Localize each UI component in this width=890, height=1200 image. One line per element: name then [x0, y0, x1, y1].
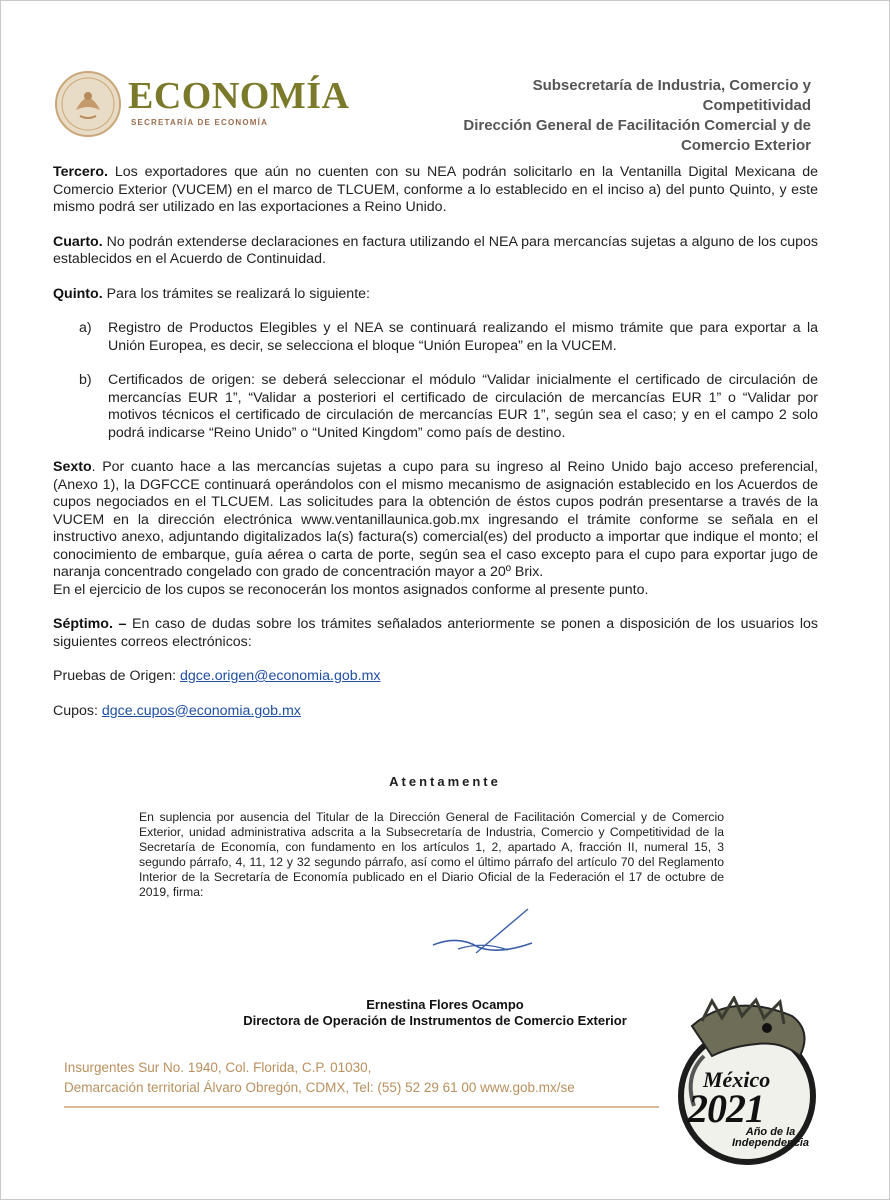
paragraph-sexto-continued: En el ejercicio de los cupos se reconocerán los montos asignados conforme al presente punto.	[53, 581, 649, 598]
emblem-caption	[732, 1127, 809, 1149]
list-item	[53, 372, 818, 442]
email-link-cupos[interactable]: dgce.cupos@economia.gob.mx	[101, 702, 301, 719]
signer-title: Directora de Operación de Instrumentos de Comercio Exterior	[243, 1013, 627, 1028]
list-item-text: Registro de Productos Elegibles y el NEA se continuará realizando el mismo trámite que para exportar a la Unión Europea, es decir, se selecciona el bloque “Unión Europea” en la VUCEM.	[108, 320, 818, 354]
paragraph-text: . Por cuanto hace a las mercancías sujetas a cupo para su ingreso al Reino Unido bajo acceso preferencial, (Anexo 1), la DGFCCE continuará operándolos con el mismo mecanismo de asignación establecido en los Acuerdos de cupos negociados en el TLCUEM. Las solicitudes para la obtención de éstos cupos podrán presentarse a través de la VUCEM en la dirección electrónica www.ventanillaunica.gob.mx ingresando el trámite conforme se señala en el instructivo anexo, adjuntando digitalizados la(s) factura(s) comercial(es) del producto a importar que indique el monto; el conocimiento de embarque, guía aérea o carta de porte, según sea el caso excepto para el cupo para exportar jugo de naranja concentrado congelado con grado de concentración mayor a 20º Brix.	[53, 459, 818, 580]
section-label: Cuarto.	[53, 233, 103, 250]
economia-logo-subtitle: SECRETARÍA DE ECONOMÍA	[131, 118, 269, 127]
paragraph-text: No podrán extenderse declaraciones en factura utilizando el NEA para mercancías sujetas a alguno de los cupos establecidos en el Acuerdo de Continuidad.	[53, 233, 818, 267]
emblem-year: 2021	[688, 1086, 764, 1131]
paragraph-text: Los exportadores que aún no cuenten con su NEA podrán solicitarlo en la Ventanilla Digital Mexicana de Comercio Exterior (VUCEM) en el marco de TLCUEM, conforme a lo establecido en el inciso a) del punto Quinto, y este mismo podrá ser utilizado en las exportaciones a Reino Unido.	[53, 164, 818, 215]
section-label: Tercero.	[53, 164, 108, 180]
contact-origen	[53, 668, 818, 686]
footer-line-1: Insurgentes Sur No. 1940, Col. Florida, C.P. 01030,	[64, 1060, 372, 1075]
document-body	[53, 164, 818, 737]
paragraph-quinto	[53, 286, 818, 304]
footer-address	[64, 1058, 575, 1098]
paragraph-text: Para los trámites se realizará lo siguiente:	[102, 285, 370, 302]
section-label: Séptimo. –	[53, 616, 127, 632]
emblem-word: México	[703, 1067, 771, 1092]
header-line: Dirección General de Facilitación Comercial y de	[463, 117, 811, 134]
header-agency-block	[391, 76, 811, 156]
handwritten-signature	[428, 905, 538, 965]
list-marker: a)	[79, 320, 92, 336]
contact-label: Cupos:	[53, 702, 102, 719]
emblem-caption-line-1: Año de la	[745, 1126, 796, 1138]
email-link-origen[interactable]: dgce.origen@economia.gob.mx	[179, 668, 381, 684]
coat-of-arms-seal-icon	[54, 70, 122, 138]
header-line: Competitividad	[702, 97, 811, 114]
section-label: Quinto.	[53, 285, 103, 302]
paragraph-septimo	[53, 616, 818, 651]
list-marker: b)	[79, 372, 92, 388]
header-line: Subsecretaría de Industria, Comercio y	[532, 77, 811, 94]
section-label: Sexto	[53, 459, 92, 475]
list-item-text: Certificados de origen: se deberá seleccionar el módulo “Validar inicialmente el certificado de circulación de mercancías EUR 1”, “Validar a posteriori el certificado de circulación de mercancías EUR 1” o “Validar por motivos técnicos el certificado de circulación de mercancías EUR 1”, según sea el caso; y en el campo 2 solo podrá indicarse “Reino Unido” o “United Kingdom” como país de destino.	[108, 372, 818, 441]
closing-title: Atentamente	[389, 774, 501, 789]
paragraph-cuarto	[53, 234, 818, 269]
closing-legal-text: En suplencia por ausencia del Titular de la Dirección General de Facilitación Comercial y de Comercio Exterior, unidad administrativa adscrita a la Subsecretaría de Industria, Comercio y Competitividad de la Secretaría de Economía, con fundamento en los artículos 1, 2, apartado A, fracción II, numeral 15, 3 segundo párrafo, 4, 11, 12 y 32 segundo párrafo, así como el último párrafo del artículo 70 del Reglamento Interior de la Secretaría de Economía publicado en el Diario Oficial de la Federación el 17 de octubre de 2019, firma:	[139, 810, 724, 899]
contact-label: Pruebas de Origen:	[53, 668, 180, 684]
footer-divider	[64, 1106, 659, 1108]
paragraph-tercero	[53, 164, 818, 217]
signer-name: Ernestina Flores Ocampo	[366, 997, 524, 1012]
paragraph-text: En caso de dudas sobre los trámites señalados anteriormente se ponen a disposición de los usuarios los siguientes correos electrónicos:	[53, 616, 818, 650]
header-line: Comercio Exterior	[680, 137, 811, 154]
list-item	[53, 320, 818, 355]
economia-logo-wordmark: ECONOMÍA	[128, 75, 350, 117]
contact-cupos	[53, 703, 818, 721]
paragraph-sexto	[53, 459, 818, 582]
quinto-list	[53, 320, 818, 442]
emblem-caption-line-2: Independencia	[732, 1137, 810, 1149]
footer-line-2: Demarcación territorial Álvaro Obregón, CDMX, Tel: (55) 52 29 61 00 www.gob.mx/se	[64, 1080, 575, 1095]
